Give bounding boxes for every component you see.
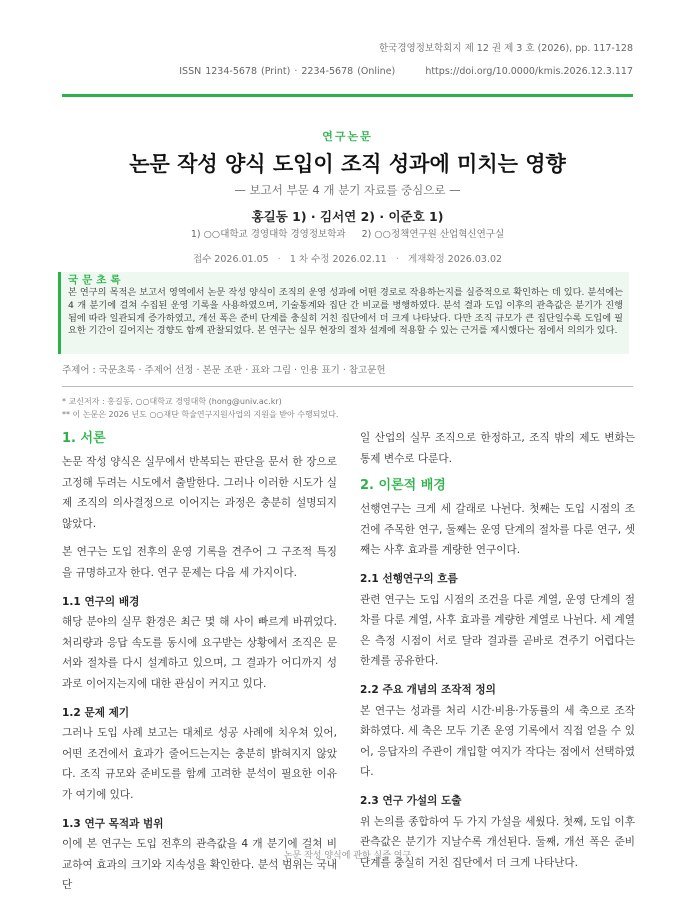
author-notes: [62, 395, 338, 421]
affiliation-2: 2) ○○정책연구원 산업혁신연구실: [361, 229, 505, 240]
journal-header: 한국경영정보학회지 제 12 권 제 3 호 (2026), pp. 117-128: [379, 43, 633, 54]
received-date: 접수 2026.01.05: [192, 254, 269, 265]
paragraph: 그러나 도입 사례 보고는 대체로 성공 사례에 치우쳐 있어, 어떤 조건에서 효과가 줄어드는지는 충분히 밝혀지지 않았다. 조직 규모와 준비도를 함께 고려한 분석이 필요한 이유가 여기에 있다.: [62, 727, 337, 801]
keywords: 주제어 : 국문초록 · 주제어 선정 · 본문 조판 · 표와 그림 · 인용 표기 · 참고문헌: [62, 365, 386, 376]
subsection-heading: 1.1 연구의 배경: [62, 595, 140, 608]
paragraph: 논문 작성 양식은 실무에서 반복되는 판단을 문서 한 장으로 고정해 두려는 시도에서 출발한다. 그러나 이러한 시도가 실제 조직의 의사결정으로 이어지는 과정은 충분히 설명되지 않았다.: [62, 456, 337, 530]
affiliation-1: 1) ○○대학교 경영대학 경영정보학과: [190, 229, 346, 240]
subsection-heading: 2.2 주요 개념의 조작적 정의: [360, 683, 496, 696]
date-separator: ·: [395, 254, 399, 265]
paragraph: 관련 연구는 도입 시점의 조건을 다룬 계열, 운영 단계의 절차를 다룬 계열, 사후 효과를 계량한 계열로 나뉜다. 세 계열은 측정 시점이 서로 달라 결과를 곧바로 견주기 어렵다는 한계를 공유한다.: [360, 593, 635, 668]
issn-separator: ·: [294, 66, 298, 77]
subsection-heading: 1.2 문제 제기: [62, 706, 130, 719]
section-tag: 연구논문: [322, 130, 373, 143]
paragraph: 위 논의를 종합하여 두 가지 가설을 세웠다. 첫째, 도입 이후 관측값은 분기가 지날수록 개선된다. 둘째, 개선 폭은 준비 단계를 충실히 거친 집단에서 더 크게 나타난다.: [360, 815, 635, 869]
funding-note: ** 이 논문은 2026 년도 ○○재단 학술연구지원사업의 지원을 받아 수행되었다.: [62, 410, 339, 419]
paragraph: 본 연구는 도입 전후의 운영 기록을 견주어 그 구조적 특징을 규명하고자 한다. 연구 문제는 다음 세 가지이다.: [62, 546, 337, 579]
body-column-right: [360, 428, 635, 881]
section-heading: 2. 이론적 배경: [360, 478, 446, 494]
paragraph: 본 연구는 성과를 처리 시간·비용·가동률의 세 축으로 조작화하였다. 세 축은 모두 기존 운영 기록에서 직접 얻을 수 있어, 응답자의 주관이 개입할 여지가 작다는 점에서 선택하였다.: [360, 704, 635, 779]
abstract-text: 본 연구의 목적은 보고서 영역에서 논문 작성 양식이 조직의 운영 성과에 어떤 경로로 작용하는지를 실증적으로 확인하는 데 있다. 분석에는 4 개 분기에 걸쳐 수집된 운영 기록을 사용하였으며, 기술통계와 집단 간 비교를 병행하였다. 분석 결과 도입 이후의 관측값은 분기가 진행됨에 따라 일관되게 증가하였고, 개선 폭은 준비 단계를 충실히 거친 집단에서 더 크게 나타났다. 다만 조직 규모가 큰 집단일수록 도입에 필요한 기간이 길어지는 경향도 함께 관찰되었다. 본 연구는 실무 현장의 절차 설계에 적용할 수 있는 근거를 제시했다는 점에서 의의가 있다.: [68, 287, 623, 337]
accepted-date: 게재확정 2026.03.02: [407, 254, 503, 265]
paragraph: 선행연구는 크게 세 갈래로 나뉜다. 첫째는 도입 시점의 조건에 주목한 연구, 둘째는 운영 단계의 절차를 다룬 연구, 셋째는 사후 효과를 계량한 연구이다.: [360, 503, 635, 557]
author-list: 홍길동 1) · 김서연 2) · 이준호 1): [251, 209, 444, 224]
paragraph: 해당 분야의 실무 환경은 최근 몇 해 사이 빠르게 바뀌었다. 처리량과 응답 속도를 동시에 요구받는 상황에서 조직은 문서와 절차를 다시 설계하고 있으며, 그 결과가 어디까지 성과로 이어지는지에 대한 관심이 커지고 있다.: [62, 616, 337, 690]
doi-link[interactable]: https://doi.org/10.0000/kmis.2026.12.3.117: [425, 66, 633, 77]
corresponding-author-note: * 교신저자 : 홍길동, ○○대학교 경영대학 (hong@univ.ac.kr): [62, 397, 282, 406]
paper-subtitle: — 보고서 부문 4 개 분기 자료를 중심으로 —: [234, 183, 461, 197]
paragraph: 이에 본 연구는 도입 전후의 관측값을 4 개 분기에 걸쳐 비교하여 효과의 크기와 지속성을 확인한다. 분석 범위는 국내 단: [62, 838, 337, 892]
subsection-heading: 2.1 선행연구의 흐름: [360, 572, 458, 585]
abstract-box: [58, 272, 629, 354]
revised-date: 1 차 수정 2026.02.11: [289, 254, 387, 265]
date-separator: ·: [277, 254, 281, 265]
history-dates: [0, 251, 695, 265]
header-rule: [62, 94, 633, 97]
abstract-label: 국문초록: [68, 274, 125, 286]
issn-doi-line: [0, 66, 633, 77]
issn-print: ISSN 1234-5678 (Print): [179, 66, 291, 77]
issn-online: 2234-5678 (Online): [301, 66, 396, 77]
paragraph: 일 산업의 실무 조직으로 한정하고, 조직 밖의 제도 변화는 통제 변수로 다룬다.: [360, 432, 635, 465]
body-column-left: [62, 428, 337, 904]
section-heading: 1. 서론: [62, 431, 106, 446]
page-footer: 논문 작성 양식에 관한 실증 연구: [283, 851, 412, 861]
subsection-heading: 2.3 연구 가설의 도출: [360, 794, 462, 807]
paper-title: 논문 작성 양식 도입이 조직 성과에 미치는 영향: [129, 152, 566, 176]
subsection-heading: 1.3 연구 목적과 범위: [62, 817, 164, 830]
divider: [62, 386, 633, 387]
affiliations: [0, 226, 695, 240]
